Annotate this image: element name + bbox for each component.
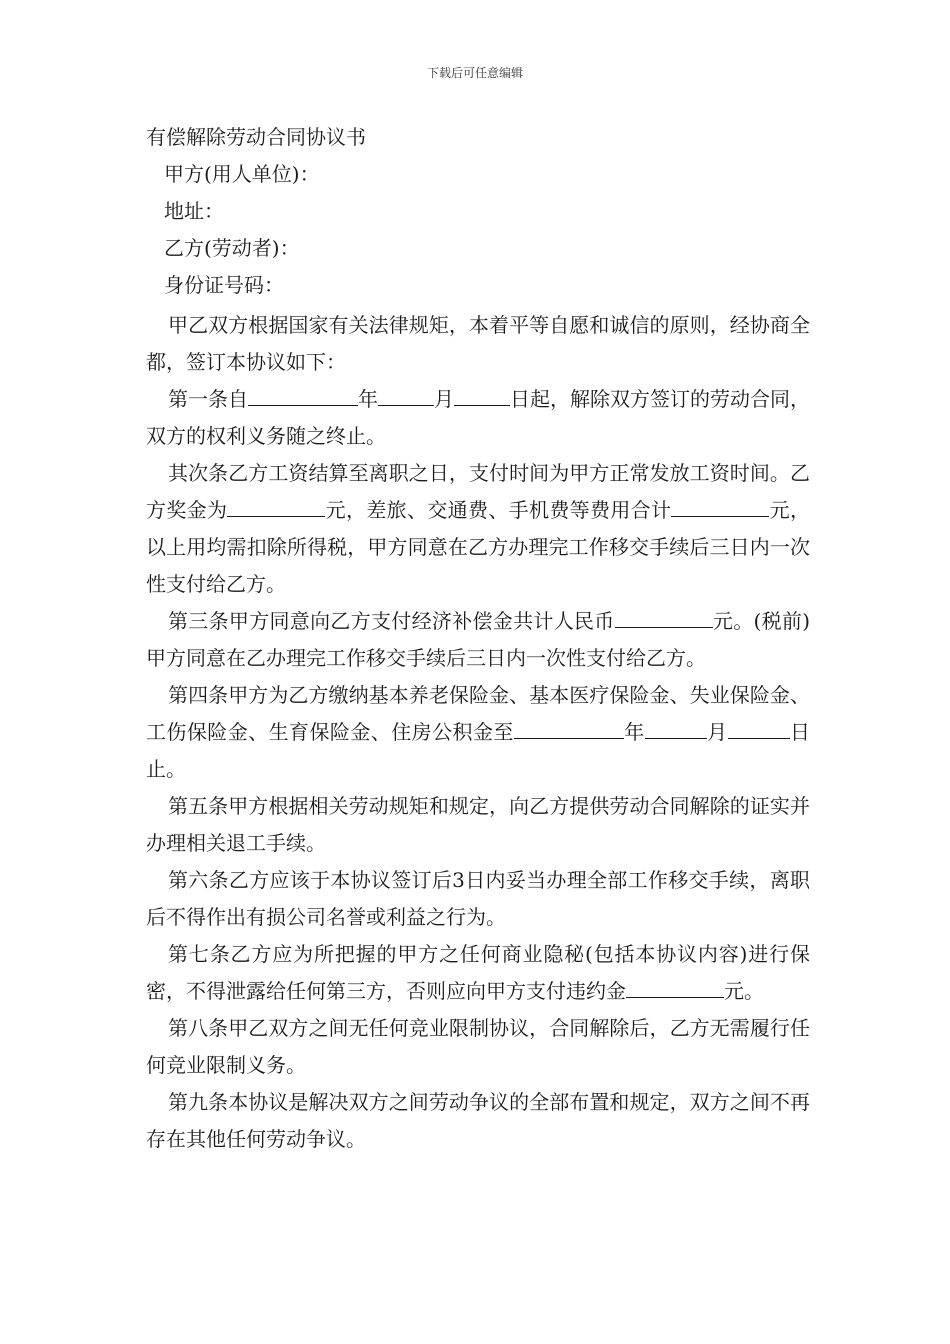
article-4 — [146, 677, 810, 788]
blank-year — [514, 720, 624, 739]
blank-year — [248, 387, 358, 406]
field-party-a: 甲方(用人单位)： — [164, 162, 320, 186]
article-7 — [146, 936, 810, 1010]
blank-penalty — [626, 979, 724, 998]
page-header: 下载后可任意编辑 — [426, 66, 523, 80]
field-party-b: 乙方(劳动者)： — [164, 236, 300, 260]
article-1-text-4: 日起，解除双方签订的劳动合同，双方的权利义务随之终止。 — [146, 387, 810, 448]
intro-paragraph: 甲乙双方根据国家有关法律规矩，本着平等自愿和诚信的原则，经协商全都，签订本协议如下： — [146, 313, 810, 374]
article-7-text-2: 元。 — [724, 979, 764, 1003]
article-4-text-3: 月 — [706, 720, 728, 744]
article-9: 第九条本协议是解决双方之间劳动争议的全部布置和规定，双方之间不再存在其他任何劳动争议。 — [146, 1090, 810, 1151]
article-4-text-4: 日止。 — [146, 720, 811, 781]
article-2 — [146, 455, 810, 603]
article-8: 第八条甲乙双方之间无任何竞业限制协议，合同解除后，乙方无需履行任何竞业限制义务。 — [146, 1016, 810, 1077]
article-2-text-3: 元，以上用均需扣除所得税，甲方同意在乙方办理完工作移交手续后三日内一次性支付给乙方。 — [146, 498, 811, 596]
article-4-text-1: 第四条甲方为乙方缴纳基本养老保险金、基本医疗保险金、失业保险金、工伤保险金、生育保险金、住房公积金至 — [146, 683, 810, 744]
article-5: 第五条甲方根据相关劳动规矩和规定，向乙方提供劳动合同解除的证实并办理相关退工手续。 — [146, 794, 810, 855]
article-3-text-1: 第三条甲方同意向乙方支付经济补偿金共计人民币 — [168, 609, 615, 633]
blank-day — [454, 387, 510, 406]
article-2-text-2: 元，差旅、交通费、手机费等费用合计 — [325, 498, 672, 522]
article-7-text-1: 第七条乙方应为所把握的甲方之任何商业隐秘(包括本协议内容)进行保密，不得泄露给任何第三方，否则应向甲方支付违约金 — [146, 942, 810, 1003]
article-1-text-3: 月 — [434, 387, 454, 411]
article-1-text-2: 年 — [358, 387, 378, 411]
blank-month — [378, 387, 434, 406]
article-3-text-2: 元。(税前)甲方同意在乙办理完工作移交手续后三日内一次性支付给乙方。 — [146, 609, 810, 670]
blank-compensation — [615, 609, 713, 628]
blank-expenses — [671, 498, 769, 517]
article-4-text-2: 年 — [623, 720, 645, 744]
blank-month — [645, 720, 707, 739]
field-address: 地址： — [164, 199, 224, 223]
field-id-number: 身份证号码： — [164, 273, 284, 297]
article-1-text-1: 第一条自 — [168, 387, 248, 411]
blank-bonus — [227, 498, 325, 517]
article-6: 第六条乙方应该于本协议签订后3日内妥当办理全部工作移交手续，离职后不得作出有损公司名誉或利益之行为。 — [146, 868, 810, 929]
article-3 — [146, 603, 810, 677]
document-body — [146, 122, 810, 1158]
article-1 — [146, 381, 810, 455]
article-2-text-1: 其次条乙方工资结算至离职之日，支付时间为甲方正常发放工资时间。乙方奖金为 — [146, 461, 810, 522]
document-title: 有偿解除劳动合同协议书 — [146, 125, 366, 149]
blank-day — [728, 720, 790, 739]
